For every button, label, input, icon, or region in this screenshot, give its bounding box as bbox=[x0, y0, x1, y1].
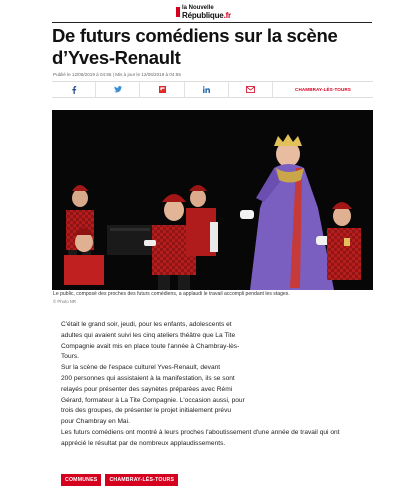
share-bar bbox=[52, 81, 373, 98]
body-line: Tours. bbox=[61, 353, 79, 361]
flipboard-icon bbox=[159, 86, 166, 93]
body-line: Sur la scène de l'espace culturel Yves-Renault, devant bbox=[61, 364, 221, 372]
share-flipboard-button[interactable] bbox=[140, 82, 185, 97]
share-twitter-button[interactable] bbox=[96, 82, 140, 97]
body-line: Les futurs comédiens ont montré à leurs proches l'aboutissement d'une année de travail qui ont bbox=[61, 428, 340, 436]
facebook-icon bbox=[71, 86, 77, 94]
share-email-button[interactable] bbox=[229, 82, 273, 97]
body-line: adultes qui avaient suivi les cinq ateliers théâtre que La Tite bbox=[61, 331, 236, 339]
body-line: Gérard, formateur à La Tite Compagnie. L'occasion aussi, pour bbox=[61, 396, 245, 404]
body-line: C'était le grand soir, jeudi, pour les enfants, adolescents et bbox=[61, 321, 232, 328]
masthead-divider bbox=[52, 22, 372, 23]
masthead bbox=[0, 0, 414, 24]
article-meta: Publié le 12/06/2019 à 04:55 | Mis à jour le 12/06/2019 à 04:55 bbox=[53, 72, 181, 77]
body-line: Compagnie avait mis en place toute l'année à Chambray-lès- bbox=[61, 342, 240, 350]
logo-top-text: la Nouvelle bbox=[182, 5, 214, 11]
logo-bottom-text bbox=[182, 12, 242, 19]
photo-credit: © Photo NR bbox=[53, 299, 76, 304]
email-icon bbox=[246, 86, 255, 93]
article-tags bbox=[61, 474, 178, 486]
body-line: pour Chambray en Mai. bbox=[61, 418, 130, 426]
body-line: apprécié le résultat par de nombreux applaudissements. bbox=[61, 439, 226, 447]
share-location-link[interactable]: CHAMBRAY-LÈS-TOURS bbox=[295, 87, 351, 92]
article-body bbox=[61, 320, 373, 450]
photo-caption: Le public, composé des proches des futurs comédiens, a applaudi le travail accompli pendant les stages. bbox=[53, 291, 290, 297]
linkedin-icon bbox=[203, 86, 210, 93]
share-linkedin-button[interactable] bbox=[185, 82, 229, 97]
tag-communes[interactable]: COMMUNES bbox=[61, 474, 101, 486]
logo-mark bbox=[176, 7, 180, 17]
stage-photo-illustration bbox=[52, 110, 373, 290]
twitter-icon bbox=[114, 86, 122, 93]
tag-chambray-les-tours[interactable]: CHAMBRAY-LÈS-TOURS bbox=[105, 474, 178, 486]
logo-name: République bbox=[182, 11, 224, 20]
body-line: 200 personnes qui assistaient à la manifestation, ils se sont bbox=[61, 374, 235, 382]
body-line: trois des groupes, de présenter le projet initialement prévu bbox=[61, 407, 232, 415]
article-title: De futurs comédiens sur la scène d’Yves-Renault bbox=[52, 25, 338, 68]
share-facebook-button[interactable] bbox=[52, 82, 96, 97]
logo-suffix: .fr bbox=[223, 11, 231, 20]
body-line: relayés pour présenter des saynètes préparées avec Rémi bbox=[61, 385, 233, 393]
site-logo[interactable] bbox=[182, 5, 242, 19]
article-photo bbox=[52, 110, 373, 290]
